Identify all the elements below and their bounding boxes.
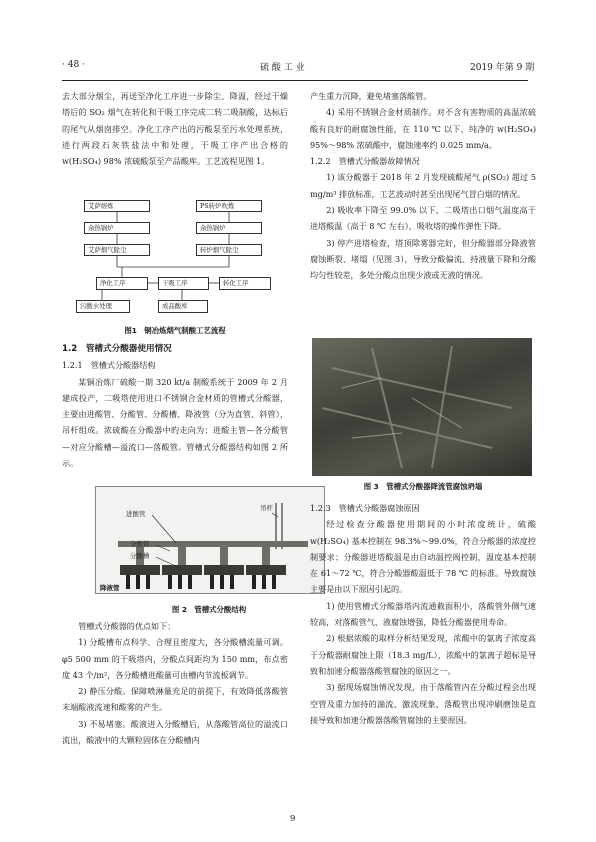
right-column-top — [310, 88, 536, 284]
figure-1 — [62, 196, 288, 324]
subsection-title-1-2-1: 1.2.1 管槽式分酸器结构 — [62, 360, 156, 371]
label-distribution-pipe: 分酸管 — [130, 540, 150, 548]
figure-2-caption: 图 2 管槽式分酸结构 — [171, 605, 247, 614]
left-column-top — [62, 88, 288, 169]
right-para-8: 2) 根据浓酸的取样分析结果发现，浓酸中的氯离子浓度高于分酸器耐腐蚀上限（18.3 mg/L），浓酸中的氯离子超标是导致和加速分酸器落酸管腐蚀的原因之一。 — [310, 633, 536, 676]
flow-box-product-acid: 成品酸库 — [158, 300, 208, 313]
flow-box-boiler-2: 余热锅炉 — [196, 222, 262, 234]
flow-box-drying-absorption: 干吸工序 — [158, 277, 209, 290]
section-title-1-2: 1.2 管槽式分酸器使用情况 — [62, 344, 172, 354]
left-column-middle — [62, 341, 288, 471]
header-rule — [62, 80, 528, 81]
left-para-3: 管槽式分酸器的优点如下： — [78, 621, 176, 631]
left-para-6: 3) 不易堵塞。酸液进入分酸槽后，从落酸管高位的溢流口流出，酸液中的大颗粒固体在分酸槽内 — [62, 718, 288, 746]
figure-3-photo — [312, 338, 532, 476]
right-column-bottom — [310, 500, 536, 728]
right-para-4: 2) 吸收率下降至 99.0% 以下，二吸塔出口烟气温度高于进塔酸温（高于 8 ℃ 左右），吸收塔的操作弹性下降。 — [310, 205, 536, 232]
left-para-2: 某铜冶炼厂硫酸一期 320 kt/a 制酸系统于 2009 年 2 月建成投产，二吸塔使用进口不锈钢合金材质的管槽式分酸器，主要由进酸管、分酸管、分酸槽、降液管（分为直管、斜管），吊杆组成。浓硫酸在分酸器中旳走向为：进酸主管—各分酸管—对应分酸槽—溢流口—落酸管。管槽式分酸器结构如图 2 所示。 — [62, 376, 288, 469]
flow-box-ps-converter: PS转炉吹炼 — [196, 200, 262, 212]
right-para-9: 3) 据现场腐蚀情况发现，由于落酸管内在分酸过程会出现空管及重力加持的湍流、激流现象，落酸管出现冲刷磨蚀是直接导致和加速分酸器落酸管腐蚀的主要原因。 — [310, 682, 536, 725]
issue-label: 2019 年第 9 期 — [470, 63, 535, 73]
journal-name: 硫 酸 工 业 — [260, 63, 305, 73]
flow-box-conversion: 转化工序 — [219, 277, 271, 290]
flow-box-boiler-1: 余热锅炉 — [84, 222, 150, 234]
right-para-2: 4) 采用不锈钢合金材质制作。对不含有害物质的高温浓硫酸有良好的耐腐蚀性能，在 110 ℃ 以下、纯净的 w(H₂SO₄) 95%～98% 浓硫酸中，腐蚀速率约 0.025 mm/a。 — [310, 107, 536, 150]
label-inlet-pipe: 进酸管 — [126, 510, 146, 518]
right-para-7: 1) 使用管槽式分酸器塔内流通截面积小，落酸管外侧气速较高，对落酸管气、液腐蚀增强，降低分酸器使用寿命。 — [310, 600, 536, 628]
left-column-bottom — [62, 618, 288, 748]
left-para-1: 去大部分烟尘，再送至净化工序进一步除尘、降温，经过干燥塔后的 SO₂ 烟气在转化和干吸工序完成二转二吸制酸，达标后的尾气从烟囱排空。净化工序产出的污酸泵至污水处理系统，进行两段石灰铁盐法中和处理，干吸工序产出合格的 w(H₂SO₄) 98% 浓硫酸泵至产品酸库。工艺流程见图 1。 — [62, 91, 288, 167]
flow-box-acid-wastewater: 污酸水处理 — [76, 300, 130, 313]
figure-3-caption: 图 3 管槽式分酸器降流管腐蚀坍塌 — [363, 482, 483, 491]
left-para-4: 1) 分酸槽布点科学、合理且密度大，各分酸槽流量可调。φ5 500 mm 的干吸塔内，分酸点间距均为 150 mm，布点密度 43 个/m²，各分酸槽进酸量可由槽内节流板调节。 — [62, 637, 288, 680]
right-para-3: 1) 该分酸器于 2018 年 2 月发现硫酸尾气 ρ(SO₂) 超过 5 mg/m³ 排放标准，工艺波动时甚至出现尾气冒白烟的情况。 — [310, 172, 536, 199]
right-para-6: 经过检查分酸器使用期间的小时浓度统计，硫酸 w(H₂SO₄) 基本控制在 98.3%～99.0%，符合分酸器的浓度控制要求；分酸器进塔酸温是由自动温控阀控制，温度基本控制在 61～72 ℃，符合分酸器酸温低于 78 ℃ 的标准。导致腐蚀主要是由以下原因引起的。 — [310, 519, 536, 595]
label-hanger-rod: 吊杆 — [260, 504, 273, 512]
left-para-5: 2) 静压分酸。保障喷淋量充足的前提下，有效降低落酸管末端酸液流速和酸雾的产生。 — [62, 686, 288, 713]
flow-box-converter-dust: 转炉烟气除尘 — [196, 244, 262, 256]
page-number-left: · 48 · — [62, 60, 85, 70]
subsection-title-1-2-2: 1.2.2 管槽式分酸器故障情况 — [310, 156, 420, 167]
right-para-5: 3) 停产进塔检查，塔顶除雾器完好，但分酸器部分降液管腐蚀断裂、堵塌（见图 3），导致分酸偏流、持液量下降和分酸均匀性较差，多处分酸点出现少液或无液的情况。 — [310, 237, 536, 281]
flow-box-purification: 净化工序 — [96, 277, 148, 290]
flow-box-isasmelt: 艾萨熔炼 — [84, 200, 150, 212]
figure-1-caption: 图1 铜冶炼烟气制酸工艺流程 — [124, 326, 226, 335]
figure-3-photo-detail — [312, 338, 532, 476]
right-para-1: 产生重力沉降，避免堵塞落酸管。 — [310, 91, 432, 101]
label-downcomer: 降液管 — [100, 584, 120, 592]
flow-box-isasmelt-dust: 艾萨烟气除尘 — [84, 244, 150, 256]
figure-2-image — [95, 486, 325, 594]
page-footer-number: 9 — [290, 814, 296, 824]
subsection-title-1-2-3: 1.2.3 管槽式分酸器腐蚀原因 — [310, 503, 420, 513]
label-distribution-trough: 分酸槽 — [130, 552, 150, 560]
